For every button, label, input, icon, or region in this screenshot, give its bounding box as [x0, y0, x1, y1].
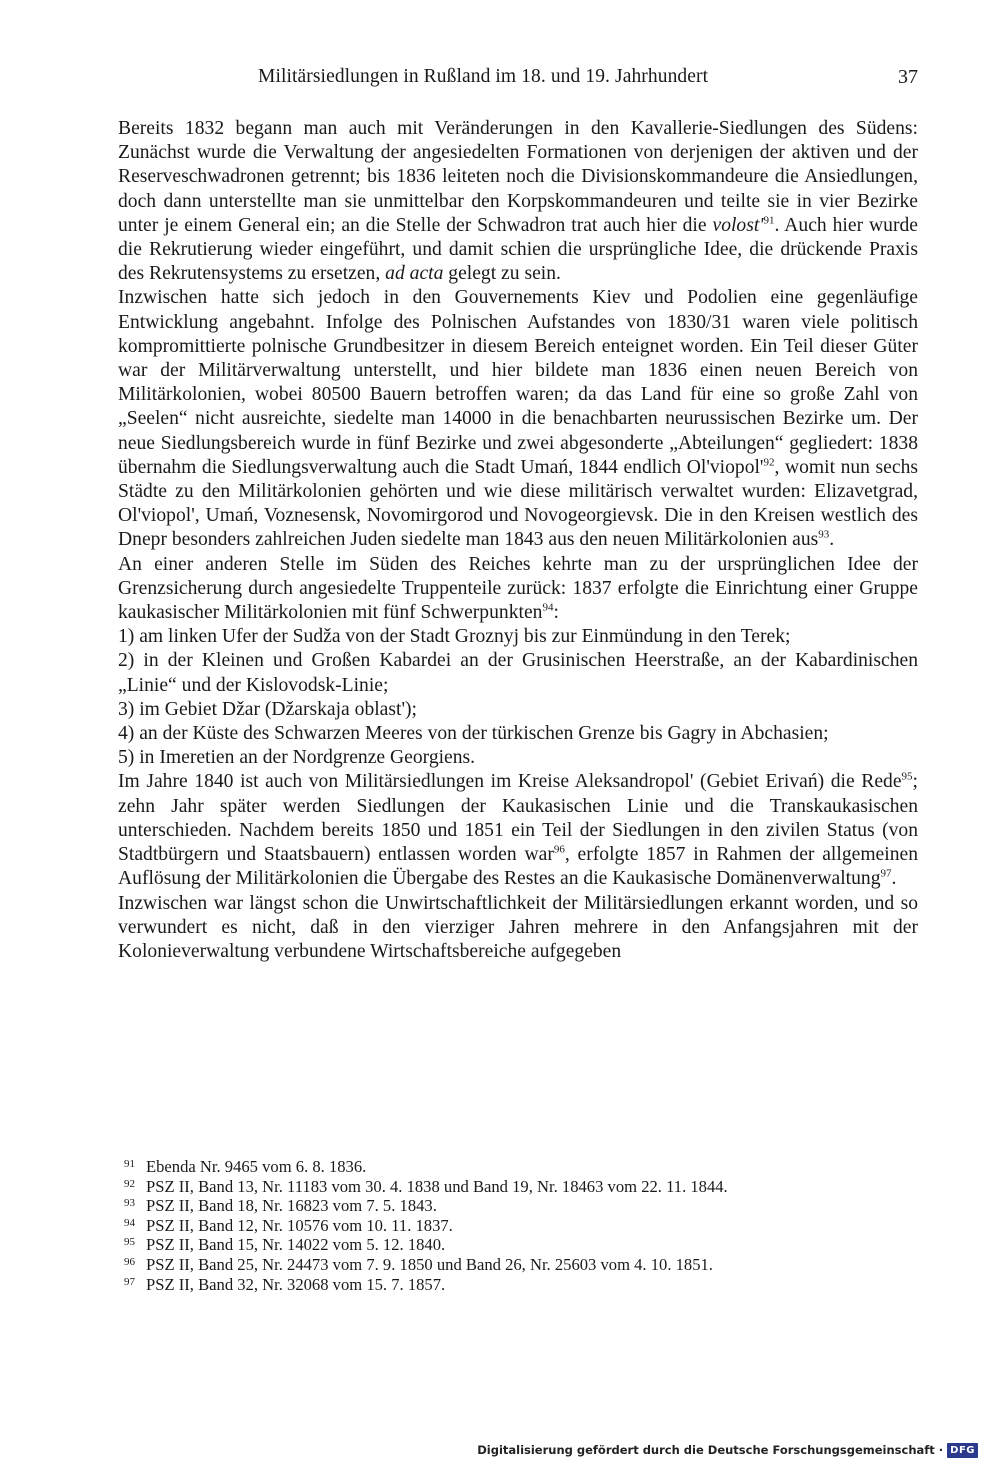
text-run: , womit nun sechs Städte zu den Militärkolonien gehörten und wie diese militärisch verwaltet wurden: Elizavetgrad, Ol'viopol', Umań, Voznesensk, Novomirgorod und Novogeorgievsk. Die in den Kreisen westlich des Dnepr besonders zahlreichen Juden siedelte man 1843 aus den neuen Militärkolonien aus: [118, 456, 918, 551]
text-run: 5) in Imeretien an der Nordgrenze Georgiens.: [118, 747, 476, 769]
footnote-text: PSZ II, Band 32, Nr. 32068 vom 15. 7. 1857.: [146, 1274, 446, 1294]
footnote-ref: 91: [763, 214, 775, 227]
footnote-text: PSZ II, Band 25, Nr. 24473 vom 7. 9. 1850 und Band 26, Nr. 25603 vom 4. 10. 1851.: [146, 1254, 713, 1274]
text-run: , erfolgte 1857 in Rahmen der allgemeinen Auflösung der Militärkolonien die Übergabe des Restes an die Kaukasische Domänenverwaltung: [118, 844, 918, 890]
footnote: [124, 1216, 914, 1236]
footnote: [124, 1235, 914, 1255]
footnote-ref: 96: [553, 843, 565, 856]
main-text: [118, 117, 918, 964]
footnote-text: PSZ II, Band 13, Nr. 11183 vom 30. 4. 1838 und Band 19, Nr. 18463 vom 22. 11. 1844.: [146, 1176, 728, 1196]
digitization-credit: Digitalisierung gefördert durch die Deutsche Forschungsgemeinschaft · DFG: [477, 1440, 978, 1460]
footnote: [124, 1255, 914, 1275]
paragraph: [118, 770, 918, 891]
text-run: Bereits 1832 begann man auch mit Veränderungen in den Kavallerie-Siedlungen des Südens: Zunächst wurde die Verwaltung der angesiedelten Formationen von derjenigen der aktiven und der Reserveschwadronen getrennt; bis 1836 leiteten noch die Divisionskommandeure die Ansiedlungen, doch dann unterstellte man sie unmittelbar den Korpskommandeuren und teilte sie in vier Bezirke unter je einem General ein; an die Stelle der Schwadron trat auch hier die: [118, 118, 918, 236]
footnote-text: PSZ II, Band 15, Nr. 14022 vom 5. 12. 1840.: [146, 1235, 446, 1255]
text-run: 2) in der Kleinen und Großen Kabardei an der Grusinischen Heerstraße, an der Kabardinischen „Linie“ und der Kislovodsk-Linie;: [118, 650, 918, 696]
footnote-ref: 97: [880, 867, 892, 880]
dfg-logo-icon: DFG: [947, 1443, 978, 1458]
credit-text: Digitalisierung gefördert durch die Deutsche Forschungsgemeinschaft: [477, 1443, 935, 1457]
list-item: [118, 746, 918, 770]
text-run: .: [891, 868, 897, 890]
text-run: ; zehn Jahr später werden Siedlungen der Kaukasischen Linie und die Transkaukasischen unterschieden. Nachdem bereits 1850 und 1851 ein Teil der Siedlungen in den zivilen Status (von Stadtbürgern und Staatsbauern) entlassen worden war: [118, 771, 918, 866]
text-run: gelegt zu sein.: [443, 263, 561, 285]
text-run: 1) am linken Ufer der Sudža von der Stadt Groznyj bis zur Einmündung in den Terek;: [118, 626, 791, 648]
list-item: [118, 722, 918, 746]
running-title: Militärsiedlungen in Rußland im 18. und 19. Jahrhundert: [258, 66, 709, 87]
running-header: [118, 66, 918, 96]
footnote: [124, 1196, 914, 1216]
text-run: . Auch hier wurde die Rekrutierung wieder eingeführt, und damit schien die ursprüngliche Idee, die drückende Praxis des Rekrutensystems zu ersetzen,: [118, 214, 918, 285]
footnote-ref: 94: [542, 601, 554, 614]
footnote-number: 92: [124, 1177, 135, 1190]
footnote-ref: 95: [901, 770, 913, 783]
text-run: An einer anderen Stelle im Süden des Reiches kehrte man zu der ursprünglichen Idee der Grenzsicherung durch angesiedelte Truppenteile zurück: 1837 erfolgte die Einrichtung einer Gruppe kaukasischer Militärkolonien mit fünf Schwerpunkten: [118, 553, 918, 624]
list-item: [118, 649, 918, 697]
footnote-text: PSZ II, Band 12, Nr. 10576 vom 10. 11. 1837.: [146, 1215, 453, 1235]
footnote-number: 97: [124, 1275, 135, 1288]
footnote-ref: 93: [818, 528, 830, 541]
text-run: :: [553, 602, 559, 624]
text-run: Inzwischen hatte sich jedoch in den Gouvernements Kiev und Podolien eine gegenläufige Entwicklung angebahnt. Infolge des Polnischen Aufstandes von 1830/31 waren viele politisch kompromittierte polnische Grundbesitzer in diesem Bereich enteignet worden. Ein Teil dieser Güter war der Militärverwaltung unterstellt, und hier bildete man 1836 einen neuen Bereich von Militärkolonien, wobei 80500 Bauern betroffen waren; da das Land für eine so große Zahl von „Seelen“ nicht ausreichte, siedelte man 14000 in die benachbarten neurussischen Bezirke um. Der neue Siedlungsbereich wurde in fünf Bezirke und zwei abgesonderte „Abteilungen“ gegliedert: 1838 übernahm die Siedlungsverwaltung auch die Stadt Umań, 1844 endlich Ol'viopol': [118, 287, 918, 478]
paragraph: [118, 553, 918, 626]
text-run: Im Jahre 1840 ist auch von Militärsiedlungen im Kreise Aleksandropol' (Gebiet Erivań) die Rede: [118, 771, 902, 793]
text-run: 3) im Gebiet Džar (Džarskaja oblast');: [118, 698, 417, 720]
footnote: [124, 1275, 914, 1295]
footnotes: [124, 1157, 914, 1294]
list-item: [118, 625, 918, 649]
footnote-text: Ebenda Nr. 9465 vom 6. 8. 1836.: [146, 1157, 367, 1176]
text-run: 4) an der Küste des Schwarzen Meeres von der türkischen Grenze bis Gagry in Abchasien;: [118, 723, 829, 745]
italic-term: ad acta: [385, 263, 444, 285]
footnote-ref: 92: [763, 456, 775, 469]
paragraph: [118, 286, 918, 552]
footnote: [124, 1177, 914, 1197]
footnote-number: 93: [124, 1197, 135, 1210]
footnote-number: 94: [124, 1216, 135, 1229]
paragraph: [118, 117, 918, 286]
italic-term: volost': [712, 214, 764, 236]
page-number: 37: [898, 66, 918, 88]
text-run: .: [829, 529, 835, 551]
footnote-number: 95: [124, 1236, 135, 1249]
list-item: [118, 698, 918, 722]
footnote: [124, 1157, 914, 1177]
footnote-number: 91: [124, 1158, 135, 1170]
footnote-number: 96: [124, 1255, 135, 1268]
footnote-text: PSZ II, Band 18, Nr. 16823 vom 7. 5. 1843.: [146, 1196, 437, 1216]
paragraph: [118, 892, 918, 965]
text-run: Inzwischen war längst schon die Unwirtschaftlichkeit der Militärsiedlungen erkannt worden, und so verwundert es nicht, daß in den vierziger Jahren mehrere in den Anfangsjahren mit der Kolonieverwaltung verbundene Wirtschaftsbereiche aufgegeben: [118, 892, 918, 962]
